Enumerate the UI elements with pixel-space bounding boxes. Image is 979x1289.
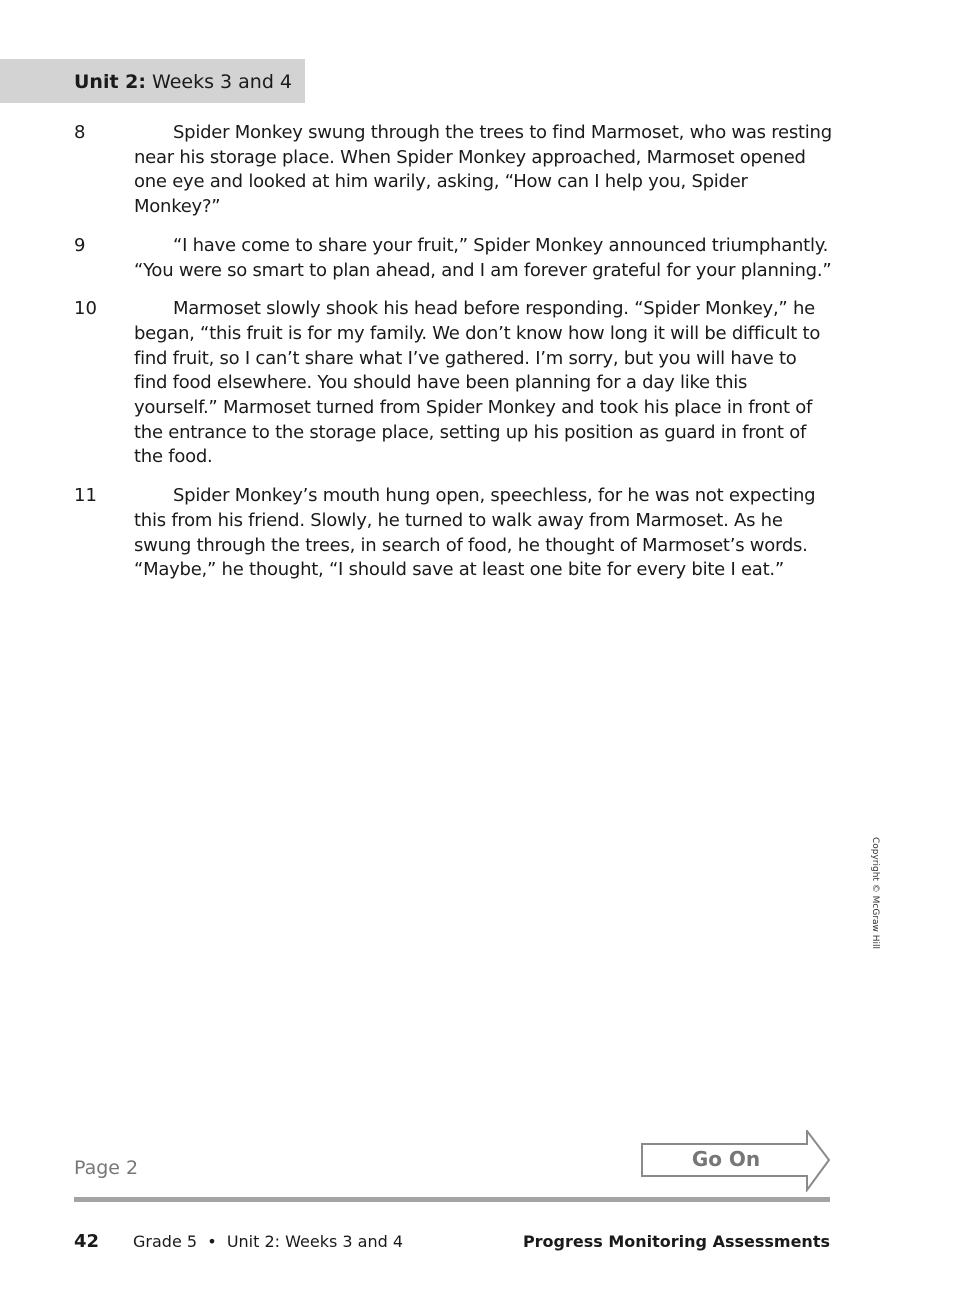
passage bbox=[74, 121, 834, 597]
footer-title: Progress Monitoring Assessments bbox=[522, 1232, 830, 1251]
unit-header-tab bbox=[0, 59, 305, 103]
paragraph-number: 8 bbox=[74, 122, 86, 143]
paragraph-number: 11 bbox=[74, 485, 97, 507]
unit-weeks: Weeks 3 and 4 bbox=[145, 71, 293, 93]
paragraph-text: Spider Monkey’s mouth hung open, speechless, for he was not expecting this from his friend. Slowly, he turned to walk away from Marmoset. As he swung through the trees, in search of food, he thought of Marmoset’s words. “Maybe,” he thought, “I should save at least one bite for every bite I eat.” bbox=[134, 485, 816, 581]
page-label: Page 2 bbox=[74, 1157, 139, 1179]
paragraph bbox=[74, 121, 834, 220]
footer-grade-info: Grade 5 • Unit 2: Weeks 3 and 4 bbox=[133, 1232, 404, 1251]
unit-label: Unit 2: bbox=[74, 71, 146, 93]
paragraph-number: 10 bbox=[74, 298, 97, 320]
footer-page-number: 42 bbox=[74, 1231, 100, 1252]
paragraph-text: Spider Monkey swung through the trees to find Marmoset, who was resting near his storage place. When Spider Monkey approached, Marmoset opened one eye and looked at him warily, asking, “How can I help you, Spider Monkey?” bbox=[134, 122, 832, 218]
paragraph bbox=[74, 297, 834, 470]
copyright-notice: Copyright © McGraw Hill bbox=[870, 836, 880, 950]
go-on-button[interactable] bbox=[641, 1130, 831, 1192]
paragraph bbox=[74, 484, 834, 583]
paragraph-text: Marmoset slowly shook his head before responding. “Spider Monkey,” he began, “this fruit is for my family. We don’t know how long it will be difficult to find fruit, so I can’t share what I’ve gathered. I’m sorry, but you will have to find food elsewhere. You should have been planning for a day like this yourself.” Marmoset turned from Spider Monkey and took his place in front of the entrance to the storage place, setting up his position as guard in front of the food. bbox=[134, 298, 821, 468]
paragraph bbox=[74, 234, 834, 283]
footer-divider bbox=[74, 1197, 830, 1202]
go-on-label: Go On bbox=[691, 1147, 761, 1171]
paragraph-number: 9 bbox=[74, 234, 86, 256]
paragraph-text: “I have come to share your fruit,” Spider Monkey announced triumphantly. “You were so smart to plan ahead, and I am forever grateful for your planning.” bbox=[134, 234, 832, 281]
